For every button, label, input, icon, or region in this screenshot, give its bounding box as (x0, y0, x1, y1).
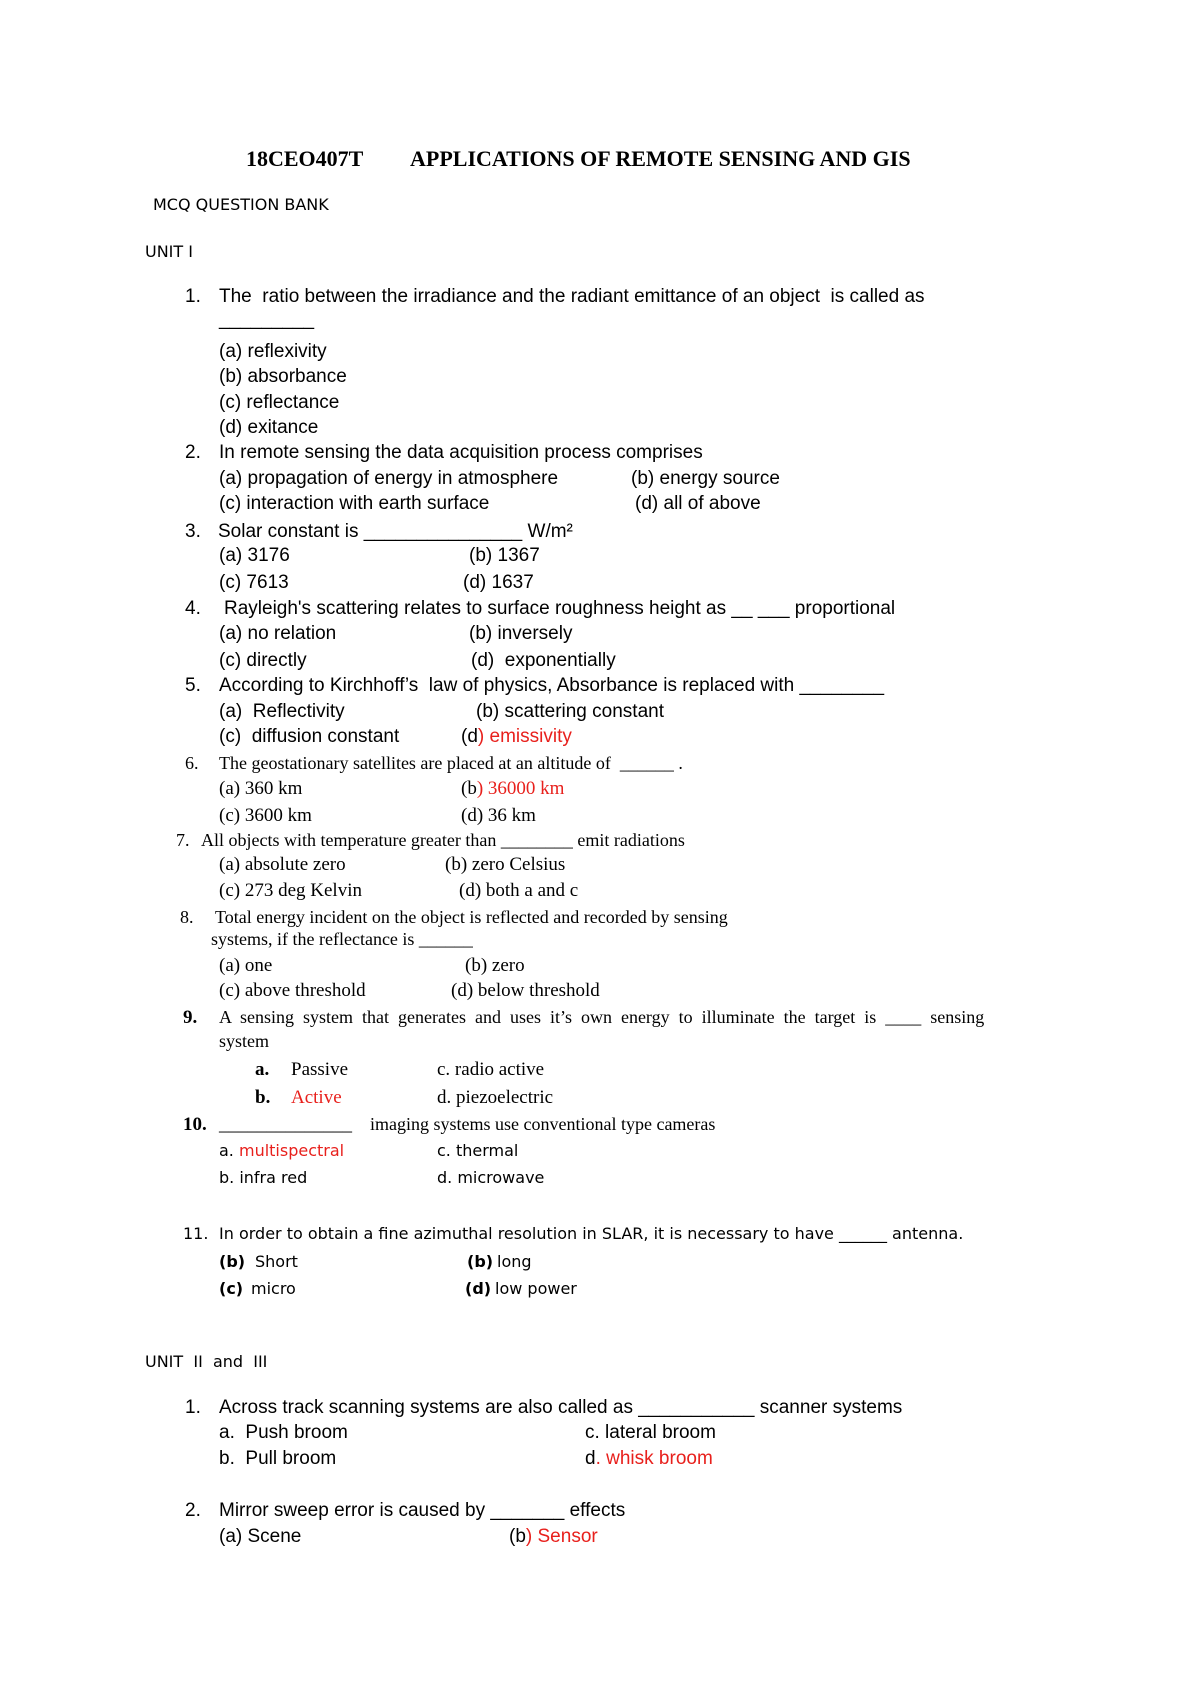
option-a: (a) 360 km (219, 778, 303, 799)
question-text: All objects with temperature greater than ________ emit radiations (201, 830, 685, 850)
option-c: (c) reflectance (219, 392, 340, 413)
option-prefix: d (585, 1448, 596, 1469)
option-b: (b) zero Celsius (445, 854, 566, 875)
answer-blank: _________ (219, 309, 315, 330)
option-b: (b) scattering constant (476, 701, 664, 722)
question-number: 6. (185, 753, 199, 773)
option-c: c. thermal (437, 1141, 519, 1160)
option-d (461, 727, 572, 746)
correct-answer: ) Sensor (525, 1526, 598, 1547)
option-b: b. Pull broom (219, 1448, 337, 1469)
option-c: c. lateral broom (585, 1422, 716, 1443)
question-text: Rayleigh's scattering relates to surface roughness height as __ ___ proportional (224, 598, 896, 619)
option-c: (c) directly (219, 650, 307, 671)
answer-blank: ______________ (219, 1114, 352, 1135)
question-text: According to Kirchhoff’s law of physics, Absorbance is replaced with ________ (219, 675, 885, 696)
option-b: long (497, 1252, 532, 1271)
option-d: (d) exponentially (471, 650, 616, 671)
correct-answer: . whisk broom (595, 1448, 713, 1469)
option-prefix: (d (461, 726, 478, 747)
option-a: (a) Scene (219, 1526, 302, 1547)
option-d: (d) 36 km (461, 805, 536, 826)
question-number: 1. (185, 286, 201, 307)
correct-answer: ) emissivity (477, 726, 572, 747)
option-c: micro (251, 1279, 296, 1298)
option-a (219, 1143, 344, 1159)
option-b: b. infra red (219, 1168, 308, 1187)
correct-answer: Active (291, 1087, 342, 1108)
question-text: Total energy incident on the object is reflected and recorded by sensing (215, 907, 728, 927)
subtitle: MCQ QUESTION BANK (153, 195, 329, 214)
option-d: (d) below threshold (451, 980, 600, 1001)
question-number: 11. (183, 1224, 209, 1243)
option-b (461, 779, 564, 798)
option-c: (c) 273 deg Kelvin (219, 880, 362, 901)
option-b: (b) inversely (469, 623, 573, 644)
question-number: 3. (185, 521, 201, 542)
question-number: 4. (185, 598, 201, 619)
option-a: (a) absolute zero (219, 854, 346, 875)
option-a: Short (255, 1252, 298, 1271)
question-number: 1. (185, 1397, 201, 1418)
option-d: (d) both a and c (459, 880, 579, 901)
question-number: 8. (180, 907, 194, 927)
question-number: 5. (185, 675, 201, 696)
question-text-cont: system (219, 1031, 270, 1051)
option-label: a. (219, 1141, 234, 1160)
question-number: 7. (176, 830, 190, 850)
question-text: A sensing system that generates and uses it’s own energy to illuminate the target is ____ sensing (219, 1007, 985, 1027)
correct-answer: ) 36000 km (476, 778, 565, 799)
option-label: (b) (467, 1252, 494, 1271)
unit-heading: UNIT II and III (145, 1352, 268, 1371)
question-text: Mirror sweep error is caused by _______ effects (219, 1500, 626, 1521)
question-number: 2. (185, 442, 201, 463)
question-text: The ratio between the irradiance and the radiant emittance of an object is called as (219, 286, 925, 307)
option-d (585, 1449, 713, 1468)
option-a: a. Push broom (219, 1422, 348, 1443)
option-c: (c) above threshold (219, 980, 366, 1001)
option-c: (c) 3600 km (219, 805, 312, 826)
option-c: (c) 7613 (219, 572, 289, 593)
option-label: a. (255, 1059, 270, 1080)
question-number: 10. (183, 1114, 207, 1135)
option-c: c. radio active (437, 1059, 545, 1080)
question-text: In order to obtain a fine azimuthal resolution in SLAR, it is necessary to have ______ antenna. (219, 1224, 964, 1243)
unit-heading: UNIT I (145, 242, 193, 261)
question-text: Across track scanning systems are also called as ___________ scanner systems (219, 1397, 903, 1418)
option-label: b. (255, 1087, 271, 1108)
option-a: (a) one (219, 955, 273, 976)
option-b: (b) absorbance (219, 366, 347, 387)
option-d: (d) exitance (219, 417, 319, 438)
question-text: The geostationary satellites are placed at an altitude of ______ . (219, 753, 683, 773)
question-number: 2. (185, 1500, 201, 1521)
option-prefix: (b (509, 1526, 526, 1547)
question-text-cont: systems, if the reflectance is ______ (211, 929, 473, 949)
option-d: d. piezoelectric (437, 1087, 554, 1108)
option-prefix: (b (461, 778, 477, 799)
option-d: (d) 1637 (463, 572, 534, 593)
option-label: (d) (465, 1279, 492, 1298)
question-text: Solar constant is _______________ W/m² (218, 521, 573, 542)
option-a: (a) Reflectivity (219, 701, 345, 722)
option-label: (b) (219, 1252, 246, 1271)
option-a: Passive (291, 1059, 348, 1080)
option-a: (a) propagation of energy in atmosphere (219, 468, 559, 489)
question-number: 9. (183, 1007, 198, 1028)
option-d: (d) all of above (635, 493, 761, 514)
option-b: (b) energy source (631, 468, 780, 489)
correct-answer: multispectral (238, 1141, 345, 1160)
option-b: (b) zero (465, 955, 525, 976)
option-d: low power (495, 1279, 577, 1298)
course-title: APPLICATIONS OF REMOTE SENSING AND GIS (410, 146, 911, 171)
option-c: (c) diffusion constant (219, 726, 400, 747)
question-text: In remote sensing the data acquisition process comprises (219, 442, 703, 463)
option-a: (a) 3176 (219, 545, 290, 566)
option-b (509, 1527, 598, 1546)
option-c: (c) interaction with earth surface (219, 493, 490, 514)
course-code: 18CEO407T (246, 146, 364, 171)
option-a: (a) no relation (219, 623, 337, 644)
option-label: (c) (219, 1279, 244, 1298)
option-a: (a) reflexivity (219, 341, 327, 362)
question-text: imaging systems use conventional type cameras (370, 1114, 716, 1134)
option-b: (b) 1367 (469, 545, 540, 566)
option-d: d. microwave (437, 1168, 545, 1187)
